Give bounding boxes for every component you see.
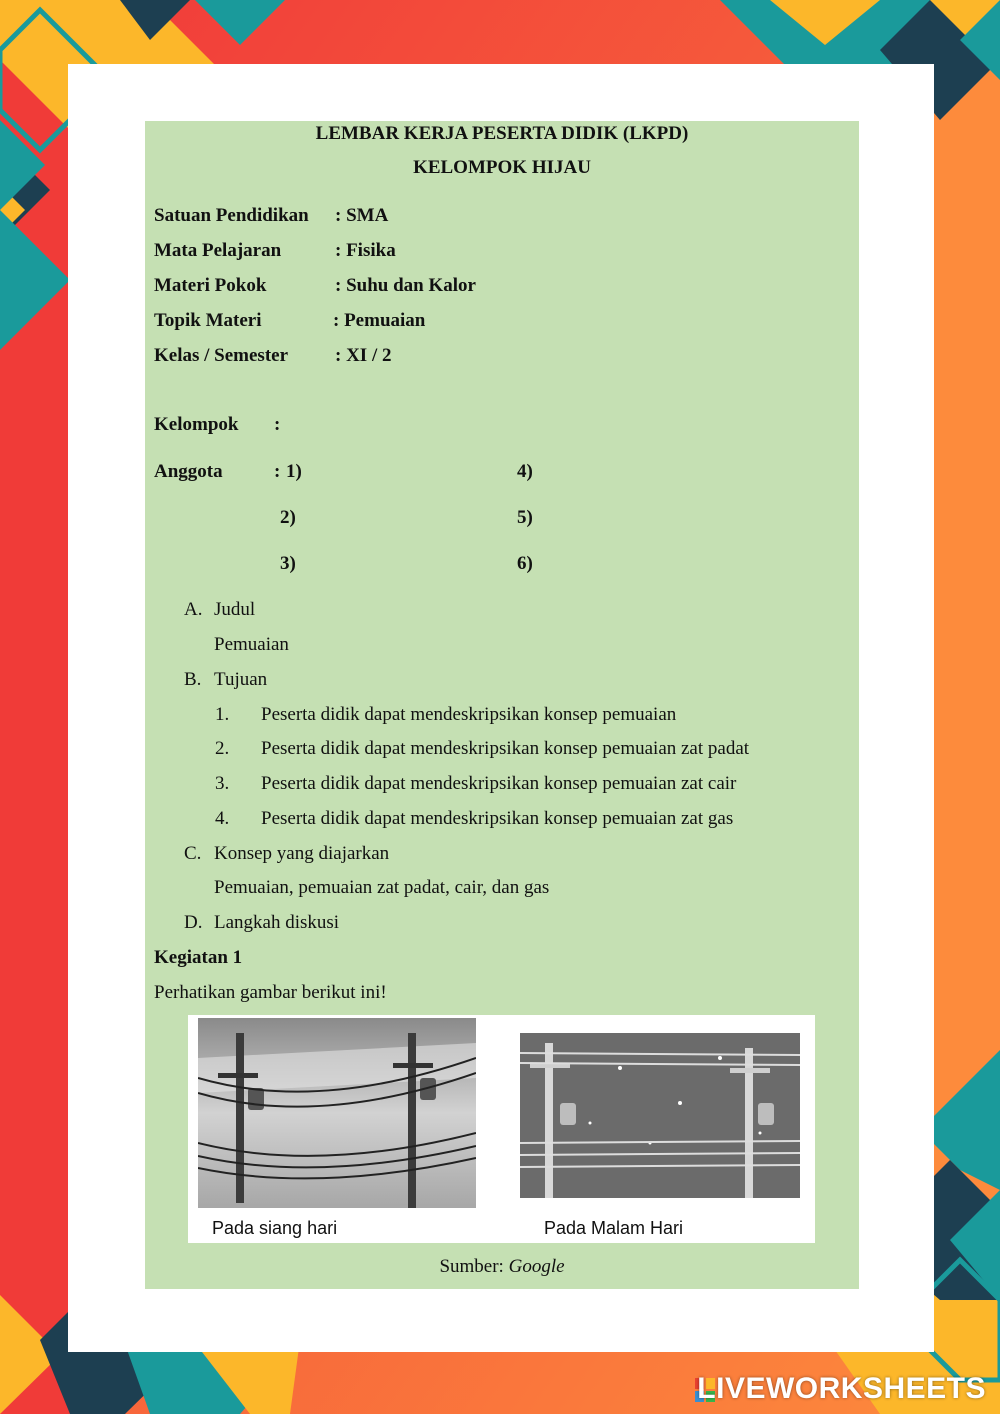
identity-label: Satuan Pendidikan bbox=[154, 205, 309, 226]
section-a-title: Judul bbox=[214, 599, 256, 620]
identity-value: : Pemuaian bbox=[333, 310, 426, 331]
members-colon: : bbox=[274, 461, 281, 482]
image-source bbox=[145, 1256, 859, 1278]
member-slot[interactable]: 5) bbox=[517, 507, 533, 528]
members-label: Anggota bbox=[154, 461, 223, 482]
worksheet-subtitle: KELOMPOK HIJAU bbox=[413, 157, 591, 178]
activity-instruction: Perhatikan gambar berikut ini! bbox=[154, 982, 387, 1003]
identity-value: : Fisika bbox=[335, 240, 396, 261]
group-colon: : bbox=[274, 414, 281, 435]
objective-text: Peserta didik dapat mendeskripsikan konsep pemuaian zat cair bbox=[261, 773, 737, 794]
member-slot[interactable]: 4) bbox=[517, 461, 533, 482]
source-prefix: Sumber: bbox=[439, 1256, 509, 1277]
section-a-letter: A. bbox=[184, 599, 203, 620]
identity-value: : SMA bbox=[335, 205, 389, 226]
identity-label: Topik Materi bbox=[154, 310, 262, 331]
section-c-title: Konsep yang diajarkan bbox=[214, 843, 390, 864]
night-caption: Pada Malam Hari bbox=[544, 1218, 684, 1238]
section-b-title: Tujuan bbox=[214, 669, 268, 690]
section-a-body: Pemuaian bbox=[214, 634, 289, 655]
section-d-letter: D. bbox=[184, 912, 203, 933]
source-name: Google bbox=[508, 1256, 565, 1277]
section-b-letter: B. bbox=[184, 669, 202, 690]
objective-number: 1. bbox=[215, 704, 230, 725]
objective-text: Peserta didik dapat mendeskripsikan konsep pemuaian zat gas bbox=[261, 808, 734, 829]
section-d-title: Langkah diskusi bbox=[214, 912, 340, 933]
objective-number: 3. bbox=[215, 773, 230, 794]
worksheet-title: LEMBAR KERJA PESERTA DIDIK (LKPD) bbox=[315, 123, 689, 144]
identity-label: Kelas / Semester bbox=[154, 345, 289, 366]
member-slot[interactable]: 2) bbox=[280, 507, 296, 528]
activity-title: Kegiatan 1 bbox=[154, 947, 243, 968]
objective-text: Peserta didik dapat mendeskripsikan konsep pemuaian bbox=[261, 704, 677, 725]
section-c-body: Pemuaian, pemuaian zat padat, cair, dan gas bbox=[214, 877, 550, 898]
power-lines-figure bbox=[188, 1015, 815, 1243]
group-label: Kelompok bbox=[154, 414, 239, 435]
identity-label: Mata Pelajaran bbox=[154, 240, 282, 261]
day-power-lines-image bbox=[198, 1018, 476, 1208]
liveworksheets-watermark: LIVEWORKSHEETS bbox=[697, 1372, 986, 1405]
identity-label: Materi Pokok bbox=[154, 275, 267, 296]
identity-value: : Suhu dan Kalor bbox=[335, 275, 476, 296]
objective-text: Peserta didik dapat mendeskripsikan konsep pemuaian zat padat bbox=[261, 738, 750, 759]
objective-number: 4. bbox=[215, 808, 230, 829]
objective-number: 2. bbox=[215, 738, 230, 759]
night-power-lines-image bbox=[520, 1033, 800, 1198]
member-slot[interactable]: 3) bbox=[280, 553, 296, 574]
member-slot[interactable]: 1) bbox=[286, 461, 302, 482]
section-c-letter: C. bbox=[184, 843, 202, 864]
member-slot[interactable]: 6) bbox=[517, 553, 533, 574]
day-caption: Pada siang hari bbox=[212, 1218, 338, 1238]
identity-value: : XI / 2 bbox=[335, 345, 392, 366]
